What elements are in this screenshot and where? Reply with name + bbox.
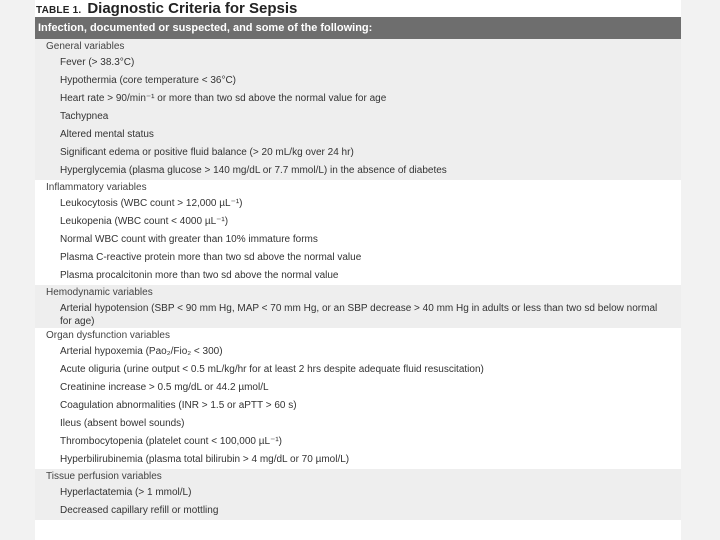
criterion-item: Hyperbilirubinemia (plasma total bilirubin > 4 mg/dL or 70 µmol/L) <box>60 454 350 465</box>
criterion-item: Altered mental status <box>60 129 154 140</box>
section-title: Organ dysfunction variables <box>46 330 170 341</box>
table-title: Diagnostic Criteria for Sepsis <box>87 0 298 17</box>
criterion-item: Hyperlactatemia (> 1 mmol/L) <box>60 487 192 498</box>
criterion-item: Heart rate > 90/min⁻¹ or more than two sd above the normal value for age <box>60 93 387 104</box>
criterion-item: Tachypnea <box>60 111 109 122</box>
criterion-item: Plasma C-reactive protein more than two sd above the normal value <box>60 252 362 263</box>
section-organ-dysfunction-variables <box>35 328 681 469</box>
criterion-item: Coagulation abnormalities (INR > 1.5 or aPTT > 60 s) <box>60 400 297 411</box>
section-title: General variables <box>46 41 125 52</box>
criterion-item: Fever (> 38.3°C) <box>60 57 135 68</box>
criterion-item: Hypothermia (core temperature < 36°C) <box>60 75 237 86</box>
criterion-item: Creatinine increase > 0.5 mg/dL or 44.2 µmol/L <box>60 382 269 393</box>
section-title: Hemodynamic variables <box>46 287 153 298</box>
table-title-row <box>35 0 681 17</box>
criterion-item: Arterial hypoxemia (Pao₂/Fio₂ < 300) <box>60 346 223 357</box>
section-inflammatory-variables <box>35 180 681 285</box>
table-header: Infection, documented or suspected, and some of the following: <box>35 17 681 39</box>
criterion-item: Plasma procalcitonin more than two sd above the normal value <box>60 270 339 281</box>
section-hemodynamic-variables <box>35 285 681 328</box>
criterion-item: Decreased capillary refill or mottling <box>60 505 219 516</box>
criterion-item: Ileus (absent bowel sounds) <box>60 418 185 429</box>
criterion-item: Arterial hypotension (SBP < 90 mm Hg, MAP < 70 mm Hg, or an SBP decrease > 40 mm Hg in adults or less than two sd below normal for age) <box>60 303 658 327</box>
section-title: Tissue perfusion variables <box>46 471 162 482</box>
section-general-variables <box>35 39 681 180</box>
criterion-item: Thrombocytopenia (platelet count < 100,000 µL⁻¹) <box>60 436 283 447</box>
criterion-item: Significant edema or positive fluid balance (> 20 mL/kg over 24 hr) <box>60 147 354 158</box>
criterion-item: Hyperglycemia (plasma glucose > 140 mg/dL or 7.7 mmol/L) in the absence of diabetes <box>60 165 447 176</box>
criterion-item: Acute oliguria (urine output < 0.5 mL/kg/hr for at least 2 hrs despite adequate fluid resuscitation) <box>60 364 484 375</box>
criterion-item: Leukopenia (WBC count < 4000 µL⁻¹) <box>60 216 229 227</box>
criterion-item: Leukocytosis (WBC count > 12,000 µL⁻¹) <box>60 198 243 209</box>
document-page <box>35 0 681 540</box>
criterion-item: Normal WBC count with greater than 10% immature forms <box>60 234 318 245</box>
section-tissue-perfusion-variables <box>35 469 681 520</box>
section-title: Inflammatory variables <box>46 182 147 193</box>
table-body <box>35 39 681 520</box>
table-number: TABLE 1. <box>36 5 82 16</box>
